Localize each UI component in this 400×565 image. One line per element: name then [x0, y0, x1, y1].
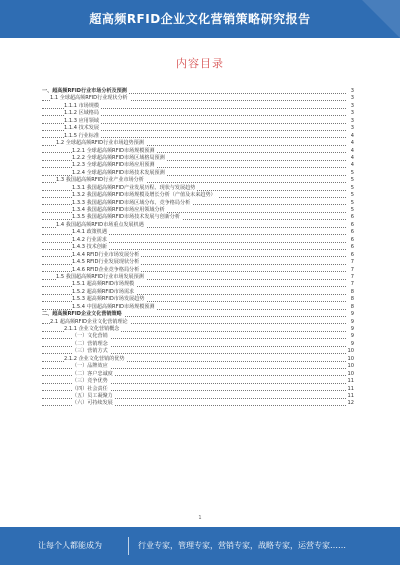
- toc-entry[interactable]: [42, 214, 354, 221]
- toc-entry-label: 1.2.1 全球超高频RFID市场规模预测: [72, 147, 155, 154]
- toc-entry[interactable]: [42, 95, 354, 102]
- toc-entry-page: 9: [350, 318, 354, 325]
- toc-entry[interactable]: [42, 162, 354, 169]
- toc-entry-page: 5: [350, 207, 354, 213]
- toc-entry-label: 1.2.2 全球超高频RFID市场区域格局预测: [72, 154, 165, 161]
- toc-entry[interactable]: [42, 110, 354, 117]
- toc-entry-page: 8: [350, 303, 354, 310]
- toc-entry[interactable]: [42, 348, 354, 355]
- toc-entry-label: 1.4.2 行业需求: [72, 236, 107, 243]
- toc-entry[interactable]: [42, 133, 354, 140]
- toc-entry-page: 7: [350, 259, 354, 266]
- toc-entry-label: 1.3.1 我国超高频RFID产业发展历程、现状与发展趋势: [72, 184, 196, 191]
- toc-entry-label: 1.1.5 行业标准: [64, 132, 99, 139]
- toc-entry-page: 3: [350, 117, 354, 124]
- toc-entry-label: （一）文化营销: [72, 333, 108, 340]
- toc-entry-page: 11: [347, 392, 354, 399]
- toc-entry-page: 9: [350, 340, 354, 347]
- toc-entry-label: 1.4.1 政策机遇: [72, 229, 107, 236]
- toc-entry-label: 1.4.3 技术创新: [72, 244, 107, 251]
- toc-entry-page: 10: [347, 355, 354, 362]
- toc-entry-label: 1.2.4 全球超高频RFID市场技术发展预测: [72, 169, 165, 176]
- toc-entry-page: 3: [350, 88, 354, 94]
- toc-entry-label: （二）客户忠诚度: [72, 370, 113, 377]
- toc-entry[interactable]: [42, 386, 354, 393]
- toc-entry[interactable]: [42, 185, 354, 192]
- toc-entry-page: 3: [350, 110, 354, 117]
- toc-entry-page: 4: [350, 147, 354, 154]
- toc-entry-page: 11: [347, 378, 354, 385]
- toc-entry[interactable]: [42, 281, 354, 288]
- toc-entry-page: 5: [350, 199, 354, 206]
- toc-entry[interactable]: [42, 371, 354, 378]
- toc-entry-page: 7: [350, 266, 354, 273]
- toc-entry[interactable]: [42, 244, 354, 251]
- toc-entry-page: 3: [350, 125, 354, 132]
- header-banner: [0, 0, 400, 38]
- toc-entry-label: 1.3.3 我国超高频RFID市场区域分布、竞争格局分析: [72, 199, 191, 206]
- toc-entry-page: 5: [350, 177, 354, 184]
- toc-entry-label: 1.2.3 全球超高频RFID市场应用预测: [72, 162, 155, 169]
- toc-entry[interactable]: [42, 200, 354, 207]
- toc-entry-page: 10: [347, 348, 354, 355]
- toc-entry[interactable]: [42, 259, 354, 266]
- toc-entry[interactable]: [42, 378, 354, 385]
- toc-entry-page: 6: [350, 244, 354, 251]
- toc-entry-page: 5: [350, 169, 354, 176]
- toc-entry-label: 1.1.2 区域格局: [64, 110, 99, 117]
- toc-entry-page: 7: [350, 273, 354, 280]
- toc-entry-page: 7: [350, 281, 354, 288]
- toc-entry[interactable]: [42, 148, 354, 155]
- toc-entry-page: 6: [350, 214, 354, 221]
- toc-entry-page: 11: [347, 385, 354, 392]
- toc-entry-label: 1.1.4 技术发展: [64, 125, 99, 132]
- toc-entry-page: 9: [350, 311, 354, 318]
- toc-entry-page: 8: [350, 296, 354, 303]
- table-of-contents: [42, 88, 354, 408]
- toc-entry-label: 1.4 我国超高频RFID市场重点发展机遇: [56, 221, 144, 228]
- toc-entry-label: （三）营销方式: [72, 348, 108, 355]
- toc-entry-label: 一、超高频RFID行业市场分析及预测: [42, 88, 127, 94]
- toc-entry[interactable]: [42, 363, 354, 370]
- toc-entry[interactable]: [42, 319, 354, 326]
- toc-entry-page: 6: [350, 236, 354, 243]
- toc-entry-page: 4: [350, 154, 354, 161]
- toc-entry-label: （三）竞争优势: [72, 378, 108, 385]
- toc-entry-page: 4: [350, 140, 354, 147]
- toc-entry-page: 4: [350, 162, 354, 169]
- toc-entry-label: （一）品牌效应: [72, 363, 108, 370]
- toc-entry-page: 3: [350, 102, 354, 109]
- report-title: 超高频RFID企业文化营销策略研究报告: [89, 12, 311, 26]
- toc-entry-label: （六）可持续发展: [72, 400, 113, 407]
- toc-entry-label: 2.1.2 企业文化营销的优势: [64, 355, 125, 362]
- footer-banner: [0, 527, 400, 565]
- toc-entry[interactable]: [42, 177, 354, 184]
- toc-heading: 内容目录: [176, 57, 224, 70]
- toc-entry-page: 12: [347, 400, 354, 407]
- toc-entry-label: 1.4.5 RFID行业发展现状分析: [72, 259, 140, 266]
- toc-entry-page: 3: [350, 95, 354, 102]
- toc-entry-label: 1.5.2 超高频RFID市场需求: [72, 288, 135, 295]
- toc-entry-label: 1.3 我国超高频RFID行业产业市场分析: [56, 177, 144, 184]
- toc-entry-label: 1.5.1 超高频RFID市场规模: [72, 281, 135, 288]
- toc-entry-label: 2.1 超高频RFID企业文化营销理论: [50, 318, 128, 325]
- toc-entry-label: 2.1.1 企业文化营销概念: [64, 326, 120, 332]
- toc-entry-label: 1.2 全球超高频RFID行业市场趋势预测: [56, 140, 144, 147]
- toc-entry[interactable]: [42, 125, 354, 132]
- toc-entry-label: 1.1.3 应用领域: [64, 117, 99, 124]
- toc-entry[interactable]: [42, 333, 354, 340]
- footer-divider: [128, 537, 129, 555]
- toc-entry[interactable]: [42, 296, 354, 303]
- toc-entry-label: （二）营销理念: [72, 340, 108, 347]
- toc-entry-label: 1.4.6 RFID企业竞争格局分析: [72, 266, 140, 273]
- toc-entry-label: 1.3.2 我国超高频RFID市场规模及增长分析（产值及未来趋势）: [72, 192, 216, 199]
- toc-entry-label: 1.1.1 市场规模: [64, 102, 99, 109]
- page-number: 1: [198, 515, 202, 521]
- toc-entry-label: （四）社会责任: [72, 385, 108, 392]
- toc-entry-page: 6: [350, 251, 354, 258]
- toc-entry[interactable]: [42, 304, 354, 311]
- toc-entry-label: 1.5.4 中国超高频RFID市场规模预测: [72, 303, 155, 310]
- toc-entry[interactable]: [42, 252, 354, 259]
- toc-entry-page: 6: [350, 221, 354, 228]
- footer-slogan: 让每个人都能成为: [38, 541, 102, 550]
- toc-entry[interactable]: [42, 311, 354, 318]
- toc-entry[interactable]: [42, 192, 354, 199]
- toc-entry-label: 1.4.4 RFID行业市场发展分析: [72, 251, 140, 258]
- toc-entry-page: 10: [347, 370, 354, 377]
- toc-entry-label: 1.3.4 我国超高频RFID市场应用领域分析: [72, 207, 165, 213]
- toc-entry-page: 8: [350, 288, 354, 295]
- toc-entry-label: 二、超高频RFID企业文化营销策略: [42, 311, 122, 318]
- toc-entry-page: 4: [350, 132, 354, 139]
- toc-entry-label: （五）员工凝聚力: [72, 392, 113, 399]
- toc-entry-page: 9: [350, 333, 354, 340]
- toc-entry-label: 1.3.5 我国超高频RFID市场技术发展与创新分析: [72, 214, 180, 221]
- toc-entry-label: 1.1 全球超高频RFID行业现状分析: [50, 95, 128, 102]
- toc-entry-page: 5: [350, 192, 354, 199]
- toc-entry[interactable]: [42, 140, 354, 147]
- toc-entry-page: 5: [350, 184, 354, 191]
- toc-entry[interactable]: [42, 229, 354, 236]
- toc-entry-page: 9: [350, 326, 354, 332]
- footer-roles: 行业专家，管理专家，营销专家，战略专家，运营专家……: [138, 541, 346, 550]
- toc-entry-label: 1.5 我国超高频RFID行业市场发展预测: [56, 273, 144, 280]
- toc-entry[interactable]: [42, 400, 354, 407]
- toc-entry[interactable]: [42, 267, 354, 274]
- toc-entry-page: 6: [350, 229, 354, 236]
- toc-entry-page: 10: [347, 363, 354, 370]
- toc-entry-label: 1.5.3 超高频RFID市场发展趋势: [72, 296, 145, 303]
